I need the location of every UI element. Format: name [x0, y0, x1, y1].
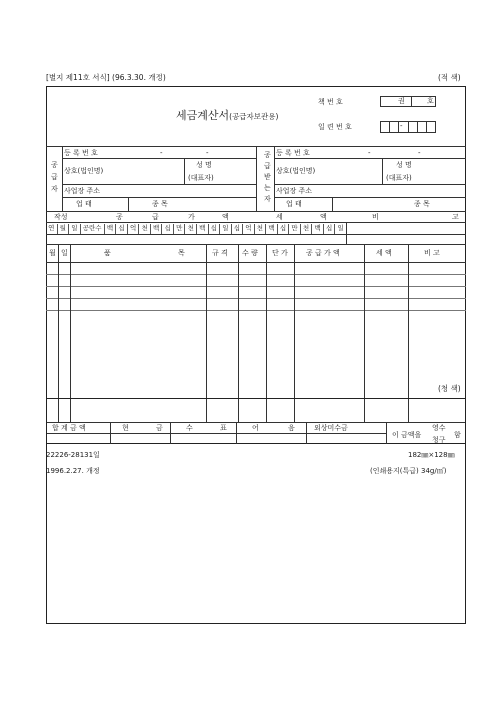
book-unit: 권	[398, 97, 405, 105]
supplier-company-label: 상호(법인명)	[64, 167, 104, 175]
cash-label-2: 금	[156, 424, 163, 432]
book-number-label: 책 번 호	[318, 98, 343, 106]
copy-color-label-visible: (청 색)	[438, 384, 461, 393]
col-spec: 규 격	[212, 249, 228, 257]
col-item-1: 품	[104, 249, 111, 257]
supplier-name-label: 성 명	[196, 161, 212, 169]
credit-label: 외상미수금	[314, 424, 348, 432]
copy-color-label: (적 색)	[438, 73, 461, 82]
col-price: 단 가	[272, 249, 288, 257]
invoice-frame	[46, 398, 466, 624]
col-qty: 수 량	[242, 249, 258, 257]
form-number: [별지 제11호 서식] (96.3.30. 개정)	[46, 73, 166, 82]
check-label-2: 표	[220, 424, 227, 432]
receiver-side-label: 공 급 받 는 자	[264, 151, 271, 203]
col-day: 일	[61, 249, 68, 257]
paper-spec: (인쇄용지(특급) 34g/㎡)	[370, 467, 447, 475]
supplier-rep-label: (대표자)	[188, 174, 214, 182]
serial-label: 일 련 번 호	[318, 123, 352, 131]
note-label-1: 어	[252, 424, 259, 432]
receiver-company-label: 상호(법인명)	[276, 167, 316, 175]
sec-supply-3: 가	[188, 213, 195, 221]
invoice-title: 세금계산서(공급자보관용)	[176, 109, 279, 122]
receiver-rep-label: (대표자)	[386, 174, 412, 182]
book-unit2: 호	[427, 97, 434, 105]
sec-tax-2: 액	[320, 213, 327, 221]
col-supply: 공 급 가 액	[306, 249, 340, 257]
form-code: 22226-28131일	[46, 451, 100, 459]
receipt-prefix: 이 금액을	[392, 431, 422, 439]
check-label-1: 수	[186, 424, 193, 432]
supplier-side-label: 공 급 자	[51, 161, 58, 193]
receiver-item-label: 종 목	[414, 200, 430, 208]
sec-date-label: 작성	[54, 213, 68, 221]
sec-supply-4: 액	[222, 213, 229, 221]
col-month: 월	[49, 249, 56, 257]
cash-label-1: 현	[122, 424, 129, 432]
total-label: 합 계 금 액	[52, 424, 86, 432]
sec-supply-1: 공	[116, 213, 123, 221]
note-label-2: 음	[288, 424, 295, 432]
amount-digit-header: 연 월 일 공란수 백 십 억 천 백 십 만 천 백 십 일 십 억 천 백 십 만 천 백 십 일	[46, 224, 346, 234]
receipt-option-received[interactable]: 영수	[432, 424, 446, 432]
sec-note-2: 고	[452, 213, 459, 221]
receiver-biztype-label: 업 태	[286, 200, 302, 208]
invoice-frame	[46, 86, 466, 444]
sec-supply-2: 급	[152, 213, 159, 221]
receiver-name-label: 성 명	[396, 161, 412, 169]
supplier-item-label: 종 목	[152, 200, 168, 208]
receipt-option-billed[interactable]: 청구	[432, 436, 446, 444]
sec-note-1: 비	[372, 213, 379, 221]
receiver-reg-no-label: 등 록 번 호	[276, 149, 310, 157]
receiver-address-label: 사업장 주소	[276, 187, 313, 195]
col-item-2: 목	[178, 249, 185, 257]
form-size: 182㎜×128㎜	[408, 451, 455, 459]
col-tax: 세 액	[376, 249, 392, 257]
col-note: 비 고	[424, 249, 440, 257]
revision-date: 1996.2.27. 개정	[46, 467, 100, 475]
supplier-reg-no-label: 등 록 번 호	[64, 149, 98, 157]
sec-tax-1: 세	[276, 213, 283, 221]
supplier-address-label: 사업장 주소	[64, 187, 101, 195]
supplier-biztype-label: 업 태	[76, 200, 92, 208]
receipt-suffix: 함	[454, 431, 461, 439]
